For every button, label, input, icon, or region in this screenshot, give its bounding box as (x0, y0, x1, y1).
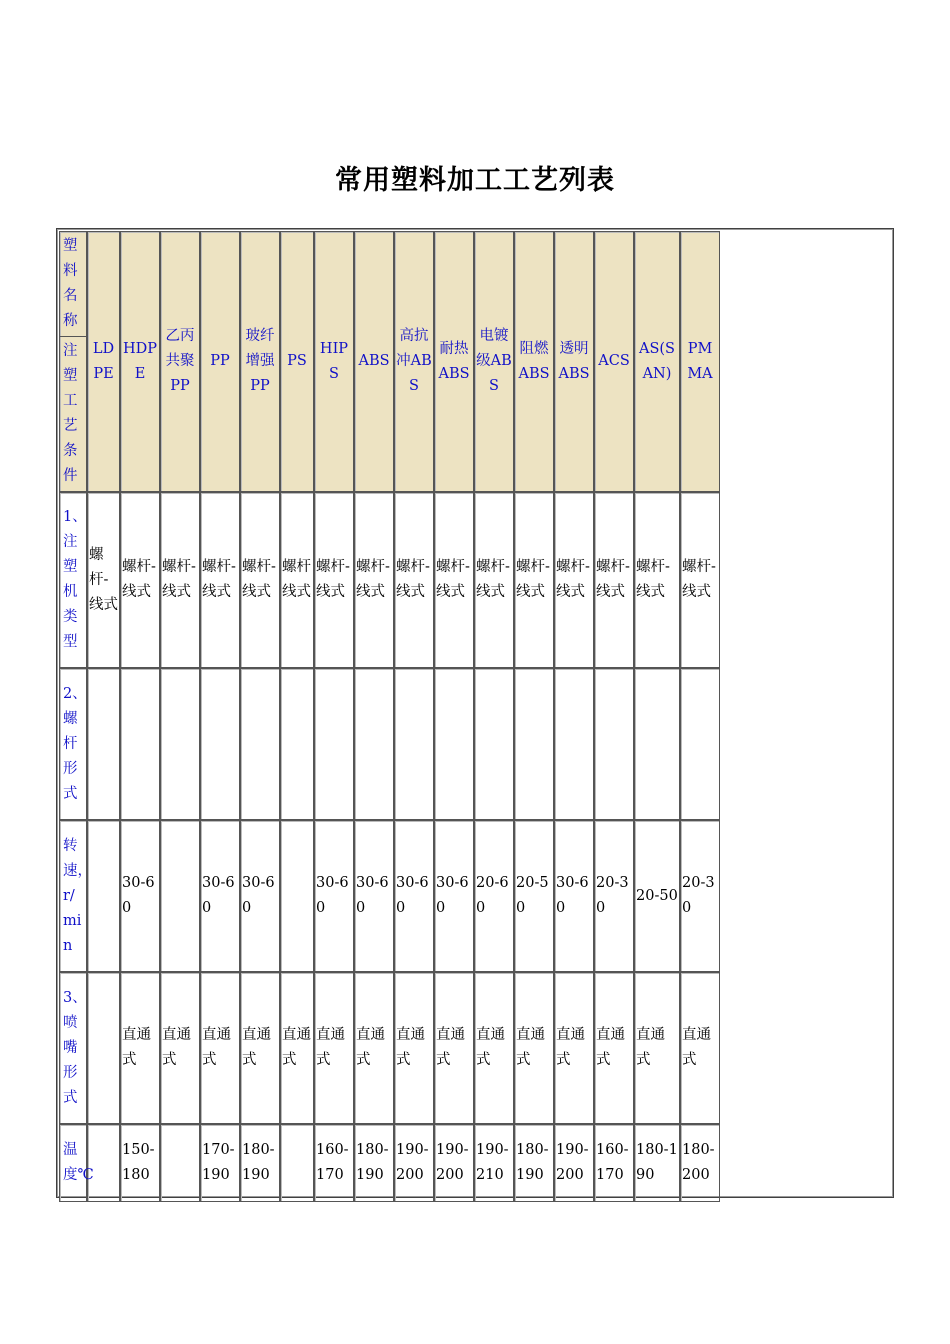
column-header: LDPE (87, 231, 120, 492)
table-cell: 螺杆-线式 (200, 492, 240, 668)
header-corner-cell (59, 231, 87, 492)
table-cell: 20-50 (634, 820, 680, 972)
table-row (59, 1124, 720, 1202)
table-cell (160, 820, 200, 972)
table-cell: 直通式 (314, 972, 354, 1124)
table-cell: 螺杆-线式 (514, 492, 554, 668)
table-cell: 螺杆-线式 (354, 492, 394, 668)
table-cell (87, 1124, 120, 1202)
table-cell: 螺杆-线式 (680, 492, 720, 668)
table-cell: 20-50 (514, 820, 554, 972)
table-cell: 螺杆-线式 (394, 492, 434, 668)
table-cell: 直通式 (160, 972, 200, 1124)
table-cell: 180-200 (680, 1124, 720, 1202)
header-material-label: 塑料名称 (60, 232, 86, 337)
table-cell (554, 668, 594, 820)
table-row (59, 668, 720, 820)
table-cell (354, 668, 394, 820)
table-cell (240, 668, 280, 820)
table-cell (434, 668, 474, 820)
table-cell: 30-60 (120, 820, 160, 972)
table-cell: 20-30 (680, 820, 720, 972)
table-cell: 直通式 (554, 972, 594, 1124)
table-cell: 190-200 (434, 1124, 474, 1202)
table-cell: 190-200 (554, 1124, 594, 1202)
column-header: ACS (594, 231, 634, 492)
table-cell: 170-190 (200, 1124, 240, 1202)
table-cell (160, 1124, 200, 1202)
table-cell: 螺杆-线式 (434, 492, 474, 668)
header-condition-label: 注塑工艺条件 (63, 343, 78, 484)
table-cell: 150-180 (120, 1124, 160, 1202)
column-header: HDPE (120, 231, 160, 492)
table-cell: 直通式 (394, 972, 434, 1124)
table-cell: 直通式 (120, 972, 160, 1124)
table-cell (634, 668, 680, 820)
table-cell: 30-60 (554, 820, 594, 972)
page-title: 常用塑料加工工艺列表 (335, 165, 615, 196)
table-cell: 160-170 (594, 1124, 634, 1202)
table-cell: 190-210 (474, 1124, 514, 1202)
table-cell: 30-60 (394, 820, 434, 972)
table-cell: 180-190 (514, 1124, 554, 1202)
table-cell: 直通式 (680, 972, 720, 1124)
row-label: 3、喷嘴形式 (59, 972, 87, 1124)
table-cell (680, 668, 720, 820)
table-cell: 螺杆-线式 (634, 492, 680, 668)
table-cell: 20-60 (474, 820, 514, 972)
column-header: AS(SAN) (634, 231, 680, 492)
table-row (59, 820, 720, 972)
table-cell (280, 820, 314, 972)
row-label: 1、注塑机类型 (59, 492, 87, 668)
table-cell (160, 668, 200, 820)
row-label: 温度℃ (59, 1124, 87, 1202)
table-cell: 180-190 (240, 1124, 280, 1202)
table-cell: 190-200 (394, 1124, 434, 1202)
table-cell (200, 668, 240, 820)
table-cell (280, 1124, 314, 1202)
table-cell (87, 668, 120, 820)
row-label: 2、螺杆形式 (59, 668, 87, 820)
table-cell: 20-30 (594, 820, 634, 972)
table-cell (280, 668, 314, 820)
table-cell: 30-60 (240, 820, 280, 972)
column-header: 耐热ABS (434, 231, 474, 492)
column-header: PS (280, 231, 314, 492)
table-cell (514, 668, 554, 820)
table-cell: 直通式 (474, 972, 514, 1124)
table-cell (394, 668, 434, 820)
table-cell: 160-170 (314, 1124, 354, 1202)
table-cell: 螺杆-线式 (474, 492, 514, 668)
table-cell: 直通式 (354, 972, 394, 1124)
header-row (59, 231, 720, 492)
column-header: ABS (354, 231, 394, 492)
table-cell: 30-60 (314, 820, 354, 972)
table-row (59, 972, 720, 1124)
table-cell: 直通式 (594, 972, 634, 1124)
column-header: 高抗冲ABS (394, 231, 434, 492)
table-cell: 直通式 (634, 972, 680, 1124)
column-header: PMMA (680, 231, 720, 492)
table-cell: 螺杆-线式 (314, 492, 354, 668)
table-cell (87, 972, 120, 1124)
table-cell: 直通式 (434, 972, 474, 1124)
table-cell: 螺杆线式 (280, 492, 314, 668)
column-header: 电镀级ABS (474, 231, 514, 492)
table-row (59, 492, 720, 668)
table-cell: 30-60 (434, 820, 474, 972)
column-header: 透明ABS (554, 231, 594, 492)
table-cell: 螺杆-线式 (160, 492, 200, 668)
table-cell (594, 668, 634, 820)
table-cell: 螺杆-线式 (120, 492, 160, 668)
process-table (59, 231, 720, 1202)
table-cell: 30-60 (354, 820, 394, 972)
table-cell: 30-60 (200, 820, 240, 972)
column-header: 阻燃ABS (514, 231, 554, 492)
column-header: 玻纤增强PP (240, 231, 280, 492)
table-cell: 直通式 (200, 972, 240, 1124)
table-cell: 直通式 (280, 972, 314, 1124)
row-label: 转速，r/min (59, 820, 87, 972)
table-cell: 直通式 (240, 972, 280, 1124)
table-cell: 螺杆-线式 (594, 492, 634, 668)
table-cell: 180-190 (354, 1124, 394, 1202)
table-cell: 螺杆-线式 (240, 492, 280, 668)
table-cell: 螺杆-线式 (87, 492, 120, 668)
table-cell (314, 668, 354, 820)
column-header: HIPS (314, 231, 354, 492)
table-cell (120, 668, 160, 820)
column-header: PP (200, 231, 240, 492)
table-cell: 180-190 (634, 1124, 680, 1202)
column-header: 乙丙共聚PP (160, 231, 200, 492)
table-cell (474, 668, 514, 820)
table-cell: 螺杆-线式 (554, 492, 594, 668)
table-cell (87, 820, 120, 972)
table-cell: 直通式 (514, 972, 554, 1124)
